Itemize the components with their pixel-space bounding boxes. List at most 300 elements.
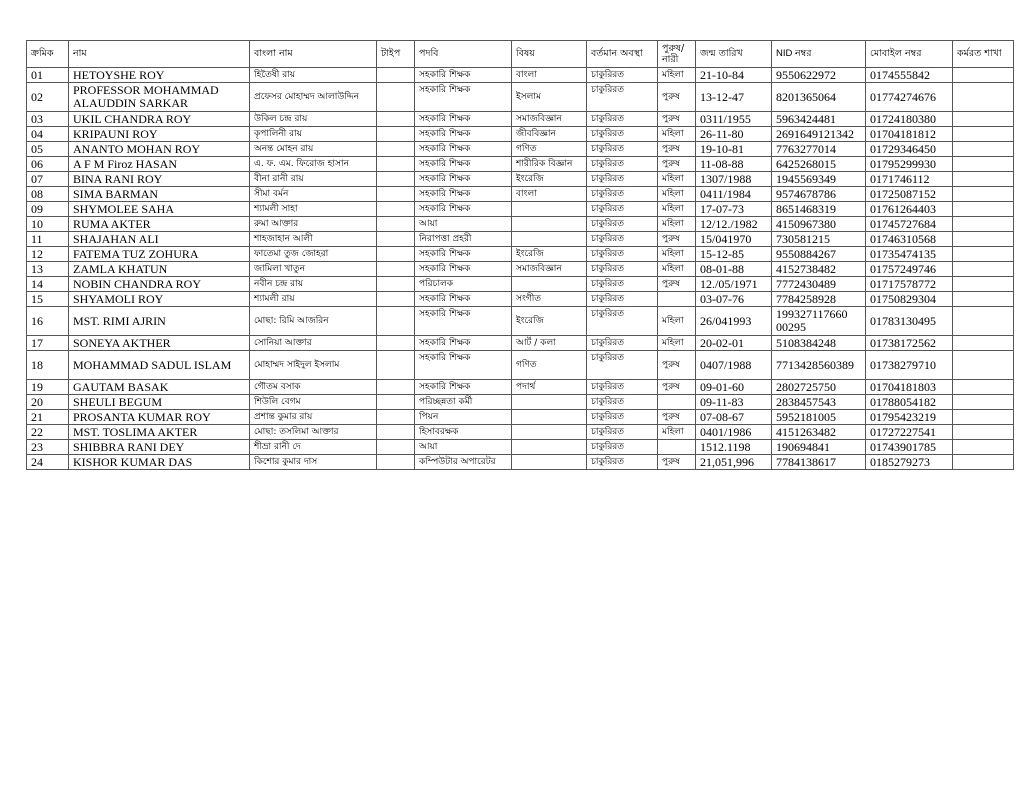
cell-bangla-name: শিউলি বেগম <box>250 395 377 410</box>
header-row <box>27 41 1014 68</box>
cell-status: চাকুরিরত <box>587 83 658 112</box>
cell-serial: 01 <box>27 68 69 83</box>
cell-nid: 4150967380 <box>772 217 866 232</box>
cell-serial: 03 <box>27 112 69 127</box>
cell-nid: 2691649121342 <box>772 127 866 142</box>
cell-status: চাকুরিরত <box>587 187 658 202</box>
header-name: নাম <box>69 41 250 68</box>
cell-bangla-name: গৌতম বসাক <box>250 380 377 395</box>
cell-subject <box>512 455 587 470</box>
table-row <box>27 142 1014 157</box>
table-row <box>27 112 1014 127</box>
cell-branch <box>953 127 1014 142</box>
table-row <box>27 277 1014 292</box>
cell-subject: সংগীত <box>512 292 587 307</box>
header-mobile: মোবাইল নম্বর <box>866 41 953 68</box>
header-gender: পুরুষ/ নারী <box>658 41 696 68</box>
table-row <box>27 307 1014 336</box>
cell-status: চাকুরিরত <box>587 142 658 157</box>
cell-dob: 09-11-83 <box>696 395 772 410</box>
cell-name: KISHOR KUMAR DAS <box>69 455 250 470</box>
cell-gender: পুরুষ <box>658 351 696 380</box>
cell-name: SHAJAHAN ALI <box>69 232 250 247</box>
cell-name: MST. RIMI AJRIN <box>69 307 250 336</box>
cell-nid: 199327117660 00295 <box>772 307 866 336</box>
cell-dob: 0411/1984 <box>696 187 772 202</box>
cell-type <box>377 262 415 277</box>
cell-type <box>377 127 415 142</box>
cell-nid: 7763277014 <box>772 142 866 157</box>
cell-bangla-name: জামিলা খাতুন <box>250 262 377 277</box>
cell-gender: পুরুষ <box>658 232 696 247</box>
cell-name: BINA RANI ROY <box>69 172 250 187</box>
cell-branch <box>953 68 1014 83</box>
cell-nid: 190694841 <box>772 440 866 455</box>
cell-designation: সহকারি শিক্ষক <box>415 142 512 157</box>
cell-gender <box>658 292 696 307</box>
cell-branch <box>953 232 1014 247</box>
cell-dob: 11-08-88 <box>696 157 772 172</box>
table-row <box>27 202 1014 217</box>
cell-nid: 7772430489 <box>772 277 866 292</box>
cell-type <box>377 455 415 470</box>
cell-branch <box>953 83 1014 112</box>
cell-mobile: 01757249746 <box>866 262 953 277</box>
cell-type <box>377 410 415 425</box>
cell-name: SHIBBRA RANI DEY <box>69 440 250 455</box>
cell-subject <box>512 277 587 292</box>
cell-designation: পিয়ন <box>415 410 512 425</box>
cell-designation: হিসাবরক্ষক <box>415 425 512 440</box>
cell-designation: পরিচালক <box>415 277 512 292</box>
header-dob: জন্ম তারিখ <box>696 41 772 68</box>
cell-bangla-name: বীনা রানী রায় <box>250 172 377 187</box>
cell-name: SHYMOLEE SAHA <box>69 202 250 217</box>
table-row <box>27 232 1014 247</box>
cell-name: ANANTO MOHAN ROY <box>69 142 250 157</box>
cell-branch <box>953 351 1014 380</box>
cell-dob: 0401/1986 <box>696 425 772 440</box>
cell-gender <box>658 395 696 410</box>
table-row <box>27 395 1014 410</box>
cell-gender: মহিলা <box>658 262 696 277</box>
cell-mobile: 01746310568 <box>866 232 953 247</box>
cell-dob: 26-11-80 <box>696 127 772 142</box>
cell-gender: মহিলা <box>658 127 696 142</box>
cell-name: GAUTAM BASAK <box>69 380 250 395</box>
cell-type <box>377 112 415 127</box>
cell-gender: মহিলা <box>658 425 696 440</box>
cell-mobile: 01738172562 <box>866 336 953 351</box>
cell-type <box>377 247 415 262</box>
cell-designation: আয়া <box>415 440 512 455</box>
cell-dob: 03-07-76 <box>696 292 772 307</box>
cell-mobile: 01750829304 <box>866 292 953 307</box>
cell-serial: 02 <box>27 83 69 112</box>
cell-designation: পরিচ্ছন্নতা কর্মী <box>415 395 512 410</box>
cell-dob: 19-10-81 <box>696 142 772 157</box>
cell-mobile: 01738279710 <box>866 351 953 380</box>
cell-dob: 17-07-73 <box>696 202 772 217</box>
table-row <box>27 336 1014 351</box>
cell-dob: 07-08-67 <box>696 410 772 425</box>
cell-mobile: 01717578772 <box>866 277 953 292</box>
cell-serial: 23 <box>27 440 69 455</box>
cell-subject <box>512 232 587 247</box>
cell-dob: 1512.1198 <box>696 440 772 455</box>
cell-nid: 1945569349 <box>772 172 866 187</box>
cell-dob: 13-12-47 <box>696 83 772 112</box>
cell-designation: সহকারি শিক্ষক <box>415 68 512 83</box>
cell-branch <box>953 336 1014 351</box>
cell-gender: পুরুষ <box>658 112 696 127</box>
cell-subject: সমাজবিজ্ঞান <box>512 262 587 277</box>
cell-gender: পুরুষ <box>658 455 696 470</box>
cell-serial: 07 <box>27 172 69 187</box>
cell-name: NOBIN CHANDRA ROY <box>69 277 250 292</box>
cell-branch <box>953 307 1014 336</box>
cell-mobile: 01743901785 <box>866 440 953 455</box>
cell-bangla-name: শ্যামলী রায় <box>250 292 377 307</box>
cell-gender: মহিলা <box>658 307 696 336</box>
cell-designation: সহকারি শিক্ষক <box>415 202 512 217</box>
cell-subject: শারীরিক বিজ্ঞান <box>512 157 587 172</box>
cell-type <box>377 232 415 247</box>
cell-mobile: 01724180380 <box>866 112 953 127</box>
cell-dob: 0311/1955 <box>696 112 772 127</box>
cell-type <box>377 83 415 112</box>
cell-branch <box>953 157 1014 172</box>
cell-serial: 24 <box>27 455 69 470</box>
header-branch: কর্মরত শাখা <box>953 41 1014 68</box>
header-serial: ক্রমিক <box>27 41 69 68</box>
table-row <box>27 262 1014 277</box>
cell-dob: 12./05/1971 <box>696 277 772 292</box>
cell-branch <box>953 425 1014 440</box>
cell-mobile: 01774274676 <box>866 83 953 112</box>
cell-status: চাকুরিরত <box>587 127 658 142</box>
cell-serial: 14 <box>27 277 69 292</box>
cell-nid: 2838457543 <box>772 395 866 410</box>
cell-status: চাকুরিরত <box>587 425 658 440</box>
cell-gender: মহিলা <box>658 247 696 262</box>
cell-subject <box>512 202 587 217</box>
cell-mobile: 01795299930 <box>866 157 953 172</box>
cell-designation: সহকারি শিক্ষক <box>415 262 512 277</box>
header-bangla-name: বাংলা নাম <box>250 41 377 68</box>
cell-mobile: 01704181803 <box>866 380 953 395</box>
cell-branch <box>953 247 1014 262</box>
cell-nid: 9574678786 <box>772 187 866 202</box>
cell-branch <box>953 262 1014 277</box>
cell-bangla-name: প্রফেসর মোহাম্মদ আলাউদ্দিন <box>250 83 377 112</box>
header-designation: পদবি <box>415 41 512 68</box>
cell-nid: 5108384248 <box>772 336 866 351</box>
cell-status: চাকুরিরত <box>587 112 658 127</box>
cell-serial: 05 <box>27 142 69 157</box>
table-row <box>27 217 1014 232</box>
cell-gender: মহিলা <box>658 172 696 187</box>
cell-bangla-name: সীমা বর্মন <box>250 187 377 202</box>
cell-mobile: 01788054182 <box>866 395 953 410</box>
cell-subject <box>512 425 587 440</box>
cell-nid: 8201365064 <box>772 83 866 112</box>
cell-gender: মহিলা <box>658 187 696 202</box>
cell-gender <box>658 440 696 455</box>
cell-gender: মহিলা <box>658 202 696 217</box>
cell-mobile: 01761264403 <box>866 202 953 217</box>
cell-bangla-name: উকিল চন্দ্র রায় <box>250 112 377 127</box>
cell-type <box>377 336 415 351</box>
cell-serial: 12 <box>27 247 69 262</box>
cell-designation: সহকারি শিক্ষক <box>415 351 512 380</box>
cell-bangla-name: ফাতেমা তুজ জোহরা <box>250 247 377 262</box>
cell-name: MST. TOSLIMA AKTER <box>69 425 250 440</box>
cell-subject: জীববিজ্ঞান <box>512 127 587 142</box>
cell-serial: 13 <box>27 262 69 277</box>
cell-dob: 08-01-88 <box>696 262 772 277</box>
cell-gender: পুরুষ <box>658 157 696 172</box>
header-subject: বিষয় <box>512 41 587 68</box>
cell-nid: 4152738482 <box>772 262 866 277</box>
cell-status: চাকুরিরত <box>587 307 658 336</box>
cell-dob: 09-01-60 <box>696 380 772 395</box>
cell-dob: 15/041970 <box>696 232 772 247</box>
staff-sheet <box>26 40 1014 470</box>
cell-nid: 9550884267 <box>772 247 866 262</box>
staff-table <box>26 40 1014 470</box>
table-row <box>27 380 1014 395</box>
cell-designation: সহকারি শিক্ষক <box>415 336 512 351</box>
cell-name: A F M Firoz HASAN <box>69 157 250 172</box>
cell-status: চাকুরিরত <box>587 232 658 247</box>
cell-bangla-name: হিতৈষী রায় <box>250 68 377 83</box>
cell-dob: 0407/1988 <box>696 351 772 380</box>
cell-branch <box>953 410 1014 425</box>
cell-designation: সহকারি শিক্ষক <box>415 83 512 112</box>
cell-subject: গণিত <box>512 142 587 157</box>
cell-nid: 7784258928 <box>772 292 866 307</box>
cell-designation: সহকারি শিক্ষক <box>415 127 512 142</box>
cell-branch <box>953 440 1014 455</box>
cell-nid: 9550622972 <box>772 68 866 83</box>
cell-serial: 21 <box>27 410 69 425</box>
cell-branch <box>953 202 1014 217</box>
cell-branch <box>953 172 1014 187</box>
cell-subject: ইংরেজি <box>512 247 587 262</box>
cell-bangla-name: শীভ্রা রানী দে <box>250 440 377 455</box>
cell-status: চাকুরিরত <box>587 202 658 217</box>
cell-serial: 16 <box>27 307 69 336</box>
cell-mobile: 01729346450 <box>866 142 953 157</box>
table-row <box>27 172 1014 187</box>
cell-serial: 06 <box>27 157 69 172</box>
cell-status: চাকুরিরত <box>587 455 658 470</box>
cell-name: KRIPAUNI ROY <box>69 127 250 142</box>
cell-branch <box>953 142 1014 157</box>
cell-serial: 10 <box>27 217 69 232</box>
cell-bangla-name: কৃপালিনী রায় <box>250 127 377 142</box>
cell-name: FATEMA TUZ ZOHURA <box>69 247 250 262</box>
cell-designation: সহকারি শিক্ষক <box>415 157 512 172</box>
cell-bangla-name: সোনিয়া আক্তার <box>250 336 377 351</box>
cell-name: HETOYSHE ROY <box>69 68 250 83</box>
cell-gender: মহিলা <box>658 336 696 351</box>
cell-serial: 09 <box>27 202 69 217</box>
cell-subject: বাংলা <box>512 187 587 202</box>
cell-gender: পুরুষ <box>658 380 696 395</box>
cell-name: PROSANTA KUMAR ROY <box>69 410 250 425</box>
cell-nid: 7784138617 <box>772 455 866 470</box>
cell-type <box>377 440 415 455</box>
cell-subject: ইংরেজি <box>512 172 587 187</box>
cell-gender: পুরুষ <box>658 410 696 425</box>
cell-branch <box>953 455 1014 470</box>
table-row <box>27 425 1014 440</box>
cell-status: চাকুরিরত <box>587 380 658 395</box>
cell-name: SHEULI BEGUM <box>69 395 250 410</box>
cell-dob: 1307/1988 <box>696 172 772 187</box>
cell-mobile: 0171746112 <box>866 172 953 187</box>
table-row <box>27 410 1014 425</box>
cell-nid: 2802725750 <box>772 380 866 395</box>
cell-mobile: 01745727684 <box>866 217 953 232</box>
cell-nid: 5963424481 <box>772 112 866 127</box>
cell-type <box>377 172 415 187</box>
cell-bangla-name: মোহাম্মদ সাইদুল ইসলাম <box>250 351 377 380</box>
cell-designation: সহকারি শিক্ষক <box>415 247 512 262</box>
cell-dob: 21-10-84 <box>696 68 772 83</box>
cell-serial: 15 <box>27 292 69 307</box>
table-row <box>27 247 1014 262</box>
cell-subject <box>512 395 587 410</box>
cell-status: চাকুরিরত <box>587 68 658 83</box>
cell-gender: মহিলা <box>658 217 696 232</box>
cell-status: চাকুরিরত <box>587 292 658 307</box>
cell-serial: 20 <box>27 395 69 410</box>
cell-type <box>377 68 415 83</box>
cell-type <box>377 425 415 440</box>
cell-designation: সহকারি শিক্ষক <box>415 112 512 127</box>
cell-mobile: 01795423219 <box>866 410 953 425</box>
cell-name: SHYAMOLI ROY <box>69 292 250 307</box>
cell-subject <box>512 440 587 455</box>
cell-dob: 20-02-01 <box>696 336 772 351</box>
table-row <box>27 127 1014 142</box>
cell-branch <box>953 187 1014 202</box>
cell-bangla-name: প্রশান্ত কুমার রায় <box>250 410 377 425</box>
cell-dob: 21,051,996 <box>696 455 772 470</box>
cell-dob: 15-12-85 <box>696 247 772 262</box>
table-row <box>27 68 1014 83</box>
cell-name: SIMA BARMAN <box>69 187 250 202</box>
cell-name: PROFESSOR MOHAMMAD ALAUDDIN SARKAR <box>69 83 250 112</box>
cell-gender: পুরুষ <box>658 142 696 157</box>
cell-status: চাকুরিরত <box>587 277 658 292</box>
cell-branch <box>953 112 1014 127</box>
cell-type <box>377 187 415 202</box>
table-row <box>27 455 1014 470</box>
cell-status: চাকুরিরত <box>587 172 658 187</box>
table-row <box>27 292 1014 307</box>
cell-bangla-name: এ. ফ. এম. ফিরোজ হাসান <box>250 157 377 172</box>
cell-designation: সহকারি শিক্ষক <box>415 307 512 336</box>
cell-subject: ইংরেজি <box>512 307 587 336</box>
table-row <box>27 157 1014 172</box>
cell-designation: সহকারি শিক্ষক <box>415 292 512 307</box>
cell-dob: 26/041993 <box>696 307 772 336</box>
cell-name: SONEYA AKTHER <box>69 336 250 351</box>
cell-name: ZAMLA KHATUN <box>69 262 250 277</box>
cell-mobile: 01725087152 <box>866 187 953 202</box>
cell-subject <box>512 217 587 232</box>
cell-type <box>377 142 415 157</box>
cell-type <box>377 277 415 292</box>
cell-serial: 19 <box>27 380 69 395</box>
cell-branch <box>953 277 1014 292</box>
cell-gender: মহিলা <box>658 68 696 83</box>
cell-status: চাকুরিরত <box>587 217 658 232</box>
cell-status: চাকুরিরত <box>587 262 658 277</box>
cell-designation: সহকারি শিক্ষক <box>415 187 512 202</box>
cell-branch <box>953 217 1014 232</box>
cell-bangla-name: শ্যামলী সাহা <box>250 202 377 217</box>
cell-bangla-name: মোছা: তসলিমা আক্তার <box>250 425 377 440</box>
cell-bangla-name: রুমা আক্তার <box>250 217 377 232</box>
cell-dob: 12/12./1982 <box>696 217 772 232</box>
cell-status: চাকুরিরত <box>587 336 658 351</box>
cell-type <box>377 307 415 336</box>
cell-type <box>377 217 415 232</box>
cell-serial: 08 <box>27 187 69 202</box>
header-status: বর্তমান অবস্থা <box>587 41 658 68</box>
cell-subject: আর্ট / কলা <box>512 336 587 351</box>
cell-subject: পদার্থ <box>512 380 587 395</box>
table-row <box>27 187 1014 202</box>
cell-type <box>377 202 415 217</box>
cell-mobile: 01727227541 <box>866 425 953 440</box>
cell-mobile: 01735474135 <box>866 247 953 262</box>
cell-serial: 18 <box>27 351 69 380</box>
cell-serial: 22 <box>27 425 69 440</box>
cell-nid: 5952181005 <box>772 410 866 425</box>
cell-bangla-name: মোছা: রিমি আজরিন <box>250 307 377 336</box>
cell-status: চাকুরিরত <box>587 247 658 262</box>
cell-bangla-name: কিশোর কুমার দাস <box>250 455 377 470</box>
cell-subject: ইসলাম <box>512 83 587 112</box>
table-row <box>27 83 1014 112</box>
cell-subject <box>512 410 587 425</box>
cell-gender: পুরুষ <box>658 83 696 112</box>
table-row <box>27 440 1014 455</box>
cell-status: চাকুরিরত <box>587 410 658 425</box>
cell-nid: 730581215 <box>772 232 866 247</box>
cell-subject: সমাজবিজ্ঞান <box>512 112 587 127</box>
cell-mobile: 01783130495 <box>866 307 953 336</box>
cell-name: MOHAMMAD SADUL ISLAM <box>69 351 250 380</box>
cell-status: চাকুরিরত <box>587 440 658 455</box>
cell-type <box>377 395 415 410</box>
cell-designation: সহকারি শিক্ষক <box>415 380 512 395</box>
cell-designation: সহকারি শিক্ষক <box>415 172 512 187</box>
cell-name: UKIL CHANDRA ROY <box>69 112 250 127</box>
cell-bangla-name: নবীন চন্দ্র রায় <box>250 277 377 292</box>
cell-designation: কম্পিউটার অপারেটর <box>415 455 512 470</box>
cell-branch <box>953 292 1014 307</box>
cell-status: চাকুরিরত <box>587 395 658 410</box>
cell-serial: 11 <box>27 232 69 247</box>
cell-designation: আয়া <box>415 217 512 232</box>
